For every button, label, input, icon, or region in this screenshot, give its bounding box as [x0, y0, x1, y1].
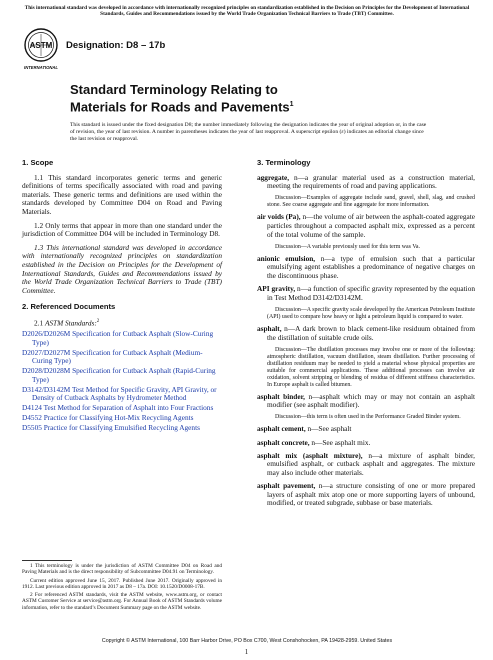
scope-paragraph-2: 1.2 Only terms that appear in more than one standard under the jurisdiction of Committee D04 will be included in Terminology D8.: [22, 220, 222, 239]
term-definition: n—asphalt which may or may not contain an asphalt modifier (see asphalt modifier).: [267, 391, 475, 410]
term-discussion: Discussion—Examples of aggregate include sand, gravel, shell, slag, and crushed stone. See coarse aggregate and fine aggregate for more information.: [267, 195, 475, 209]
scope-heading: 1. Scope: [22, 158, 54, 167]
title-footnote-mark: 1: [289, 101, 294, 108]
term-name: API gravity,: [257, 284, 296, 294]
term-definition: n—a granular material used as a construction material, meeting the requirements of road and paving applications.: [267, 172, 475, 191]
designation-note: This standard is issued under the fixed designation D8; the number immediately following the designation indicates the year of original adoption or, in the case of revision, the year of last revision. A number in parentheses indicates the year of last reapproval. A superscript epsilon (ε) indicates an editorial change since the last revision or reapproval.: [70, 122, 427, 142]
left-column: [22, 155, 222, 434]
term-name: asphalt concrete,: [257, 437, 310, 447]
term-name: air voids (Pa),: [257, 212, 301, 222]
term-name: asphalt,: [257, 323, 282, 333]
term-entry: [257, 174, 475, 191]
term-name: asphalt binder,: [257, 391, 305, 401]
reference-link[interactable]: D4124: [22, 403, 42, 413]
right-column: [257, 155, 475, 513]
term-entry: [257, 439, 475, 448]
footnote-2: 2 For referenced ASTM standards, visit the ASTM website, www.astm.org, or contact ASTM Customer Service at service@astm.org. For Annual Book of ASTM Standards volume information, refer to the standard’s Document Summary page on the ASTM website.: [22, 592, 222, 611]
astm-standards-subheading: 2.1 ASTM Standards:$^2$: [34, 318, 100, 328]
scope-paragraph-1: 1.1 This standard incorporates generic terms and generic definitions of terms specifically associated with road and paving materials. These generic terms and definitions are used within the standards developed by Committee D04 on Road and Paving Materials.: [22, 172, 222, 216]
footnote-divider: [22, 560, 72, 561]
copyright-notice: Copyright © ASTM International, 100 Barr Harbor Drive, PO Box C700, West Conshohocken, PA 19428-2959. United States: [101, 638, 393, 644]
reference-link[interactable]: D5505: [22, 423, 42, 433]
term-definition: n—a type of emulsion such that a particular emulsifying agent establishes a predominance of negative charges on the discontinuous phase.: [267, 253, 475, 280]
footnote-1: 1 This terminology is under the jurisdiction of ASTM Committee D04 on Road and Paving Materials and is the direct responsibility of Subcommittee D04.91 on Terminology.: [22, 563, 222, 576]
term-name: asphalt pavement,: [257, 481, 316, 491]
term-entry: [257, 452, 475, 478]
term-entry: [257, 393, 475, 410]
term-discussion: Discussion—A variable previously used for this term was Va.: [275, 243, 421, 250]
term-definition: n—a mixture of asphalt binder, emulsified asphalt, or cutback asphalt and aggregates. The mixture may also include other materials.: [267, 450, 476, 478]
term-definition: n—See asphalt: [305, 424, 352, 434]
footnote-1-edition: Current edition approved June 15, 2017. Published June 2017. Originally approved in 1912. Last previous edition approved in 2017 as D8 – 17a. DOI: 10.1520/D0008-17B.: [22, 577, 222, 590]
reference-item: D2026/D2026M Specification for Cutback Asphalt (Slow-Curing Type): [22, 328, 214, 347]
reference-link[interactable]: D2027/D2027M: [22, 347, 71, 357]
reference-item: D3142/D3142M Test Method for Specific Gravity, API Gravity, or Density of Cutback Asphalts by Hydrometer Method: [22, 384, 217, 403]
designation: Designation: D8 – 17b: [66, 40, 166, 51]
term-definition: n—a structure consisting of one or more prepared layers of asphalt mix atop one or more supporting layers of unbound, modified, or treated subgrade, subbase or base materials.: [267, 481, 475, 508]
page-number: 1: [244, 648, 249, 656]
reference-list: [22, 330, 222, 433]
scope-paragraph-3: 1.3 This international standard was developed in accordance with internationally recognized principles on standardization established in the Decision on Principles for the Development of International Standards, Guides and Recommendations issued by the World Trade Organization Technical Barriers to Trade (TBT) Committee.: [22, 242, 222, 295]
term-discussion: Discussion—The distillation processes may involve one or more of the following: atmospheric distillation, vacuum distillation, steam distillation. Further processing of distillation residuum may be needed to yield a material whose physical properties are suitable for commercial applications. These additional processes can involve air oxidation, solvent stripping or blending of residua of different stiffness characteristics. In Europe asphalt is called bitumen.: [267, 346, 475, 388]
term-definition: n—the volume of air between the asphalt-coated aggregate particles throughout a compacted asphalt mix, expressed as a percent of the total volume of the sample.: [267, 212, 475, 239]
term-name: aggregate,: [257, 172, 290, 182]
term-name: asphalt mix (asphalt mixture),: [257, 450, 363, 460]
tbt-notice: This international standard was developed in accordance with internationally recognized principles on standardization established in the Decision on Principles for the Development of International Standards, Guides and Recommendations issued by the World Trade Organization Technical Barriers to Trade (TBT) Committee.: [24, 5, 470, 18]
reference-item: D2027/D2027M Specification for Cutback Asphalt (Medium-Curing Type): [22, 347, 203, 366]
reference-item: D2028/D2028M Specification for Cutback Asphalt (Rapid-Curing Type): [22, 366, 216, 384]
document-title: [70, 82, 430, 114]
reference-link[interactable]: D3142/D3142M: [22, 384, 71, 394]
reference-link[interactable]: D4552: [22, 413, 42, 423]
title-line-2: Materials for Roads and Pavements: [70, 99, 290, 115]
term-definition: n—A dark brown to black cement-like residuum obtained from the distillation of suitable crude oils.: [267, 323, 475, 342]
term-entry: [257, 325, 475, 342]
reference-link[interactable]: D2028/D2028M: [22, 366, 71, 376]
terminology-heading: 3. Terminology: [257, 158, 311, 167]
term-entry: [257, 482, 475, 508]
logo-text: ASTM: [29, 41, 53, 50]
footnotes: [22, 563, 222, 613]
title-line-1: Standard Terminology Relating to: [70, 82, 278, 97]
term-name: anionic emulsion,: [257, 253, 316, 263]
term-entry: [257, 425, 475, 434]
term-entry: [257, 213, 475, 239]
term-name: asphalt cement,: [257, 424, 306, 434]
term-definition: n—See asphalt mix.: [309, 437, 371, 447]
reference-link[interactable]: D2026/D2026M: [22, 328, 71, 338]
references-heading: 2. Referenced Documents: [22, 302, 116, 312]
term-entry: [257, 255, 475, 281]
reference-item: D4124 Test Method for Separation of Asphalt into Four Fractions: [22, 403, 214, 413]
term-discussion: Discussion—this term is often used in the Performance Graded Binder system.: [275, 414, 461, 421]
term-entry: [257, 285, 475, 302]
reference-item: D5505 Practice for Classifying Emulsified Recycling Agents: [22, 423, 200, 433]
reference-item: D4552 Practice for Classifying Hot-Mix Recycling Agents: [22, 413, 194, 423]
logo-subtext: INTERNATIONAL: [24, 65, 58, 70]
terminology-list: [257, 174, 475, 508]
term-discussion: Discussion—A specific gravity scale developed by the American Petroleum Institute (API) used to compare how heavy or light a petroleum liquid is compared to water.: [267, 306, 475, 320]
term-definition: n—a function of specific gravity represented by the equation in Test Method D3142/D3142M.: [267, 284, 475, 302]
astm-logo-icon: [22, 27, 60, 72]
